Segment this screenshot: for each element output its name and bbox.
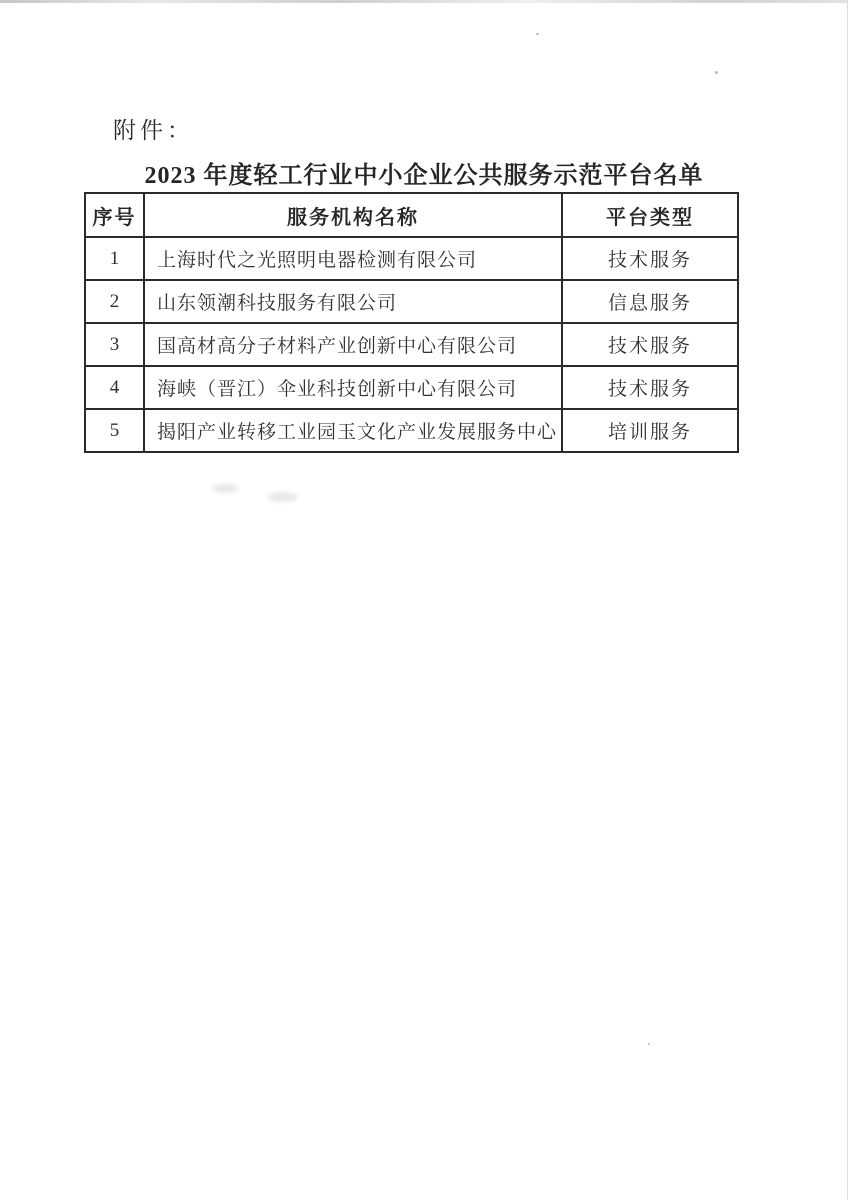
platform-type: 培训服务 (562, 409, 738, 452)
scan-smudge (268, 492, 298, 502)
org-name: 国高材高分子材料产业创新中心有限公司 (144, 323, 562, 366)
table-row (85, 323, 738, 366)
row-number: 2 (85, 280, 144, 323)
attachment-label: 附件： (113, 118, 194, 143)
scan-top-edge-artifact (0, 0, 848, 3)
row-number: 5 (85, 409, 144, 452)
platform-type: 技术服务 (562, 366, 738, 409)
scan-speck (648, 1043, 650, 1045)
column-header-name: 服务机构名称 (144, 193, 562, 237)
row-number: 4 (85, 366, 144, 409)
column-header-no: 序号 (85, 193, 144, 237)
table-row (85, 366, 738, 409)
platform-table (84, 192, 739, 453)
org-name: 山东领潮科技服务有限公司 (144, 280, 562, 323)
row-number: 1 (85, 237, 144, 280)
column-header-type: 平台类型 (562, 193, 738, 237)
table-header-row (85, 193, 738, 237)
platform-type: 技术服务 (562, 237, 738, 280)
org-name: 海峡（晋江）伞业科技创新中心有限公司 (144, 366, 562, 409)
table-row (85, 280, 738, 323)
org-name: 揭阳产业转移工业园玉文化产业发展服务中心 (144, 409, 562, 452)
platform-type: 技术服务 (562, 323, 738, 366)
page-title: 2023 年度轻工行业中小企业公共服务示范平台名单 (144, 163, 704, 189)
scan-smudge (212, 484, 238, 493)
scan-speck (536, 33, 539, 35)
table-row (85, 409, 738, 452)
row-number: 3 (85, 323, 144, 366)
platform-type: 信息服务 (562, 280, 738, 323)
org-name: 上海时代之光照明电器检测有限公司 (144, 237, 562, 280)
scan-speck (715, 71, 718, 74)
table-row (85, 237, 738, 280)
